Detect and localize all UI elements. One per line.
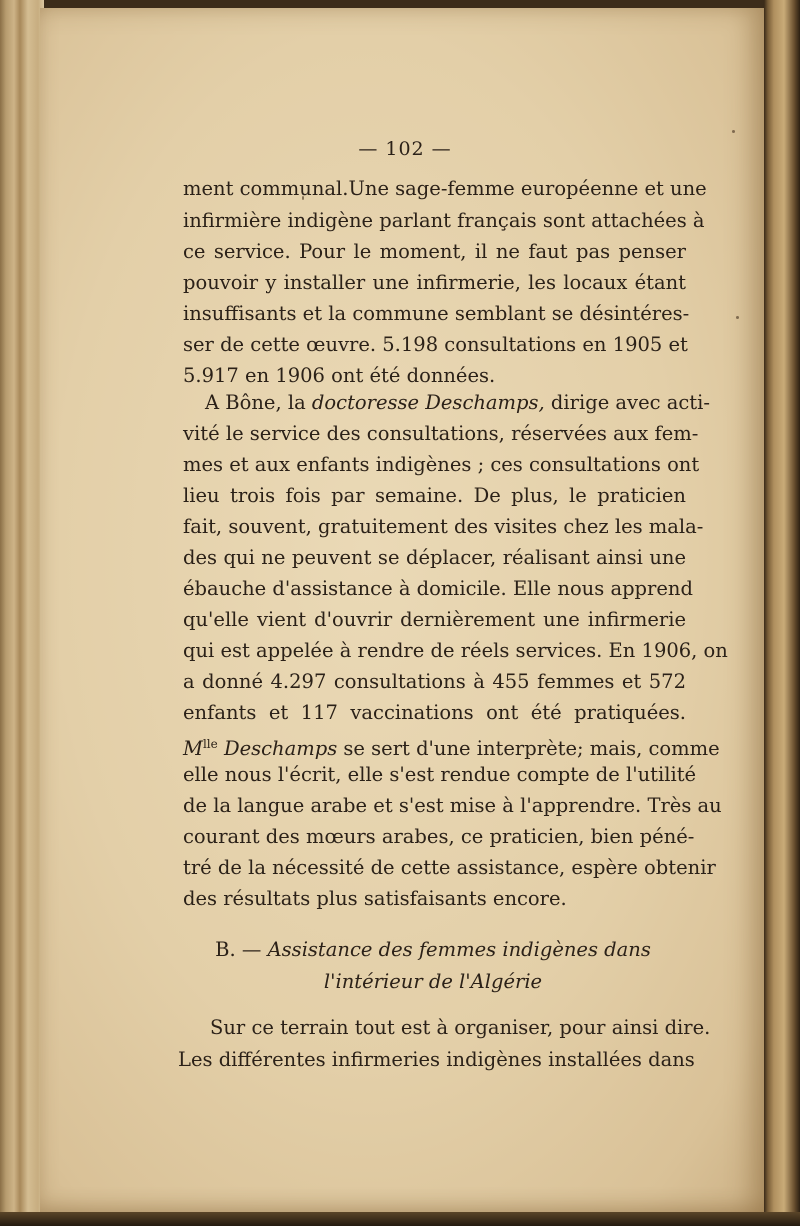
- text-line-mlle: [183, 728, 720, 760]
- text-line: fait, souvent, gratuitement des visites chez les mala-: [183, 515, 704, 538]
- section-heading: [180, 934, 686, 966]
- text-line: qui est appelée à rendre de réels services. En 1906, on: [183, 639, 728, 662]
- text-line: tré de la nécessité de cette assistance, espère obtenir: [183, 856, 716, 879]
- text-run: se sert d'une interprète; mais, comme: [337, 737, 720, 760]
- text-line: Sur ce terrain tout est à organiser, pour ainsi dire.: [210, 1016, 711, 1039]
- doctor-surname: Deschamps: [217, 737, 338, 760]
- text-line: enfants et 117 vaccinations ont été pratiquées.: [183, 701, 686, 724]
- text-line: mes et aux enfants indigènes ; ces consultations ont: [183, 453, 700, 476]
- text-line: insuffisants et la commune semblant se désintéres-: [183, 302, 690, 325]
- text-line: courant des mœurs arabes, ce praticien, bien péné-: [183, 825, 695, 848]
- text-line: ébauche d'assistance à domicile. Elle nous apprend: [183, 577, 693, 600]
- doctor-name: doctoresse Deschamps,: [311, 391, 545, 414]
- text-line: qu'elle vient d'ouvrir dernièrement une infirmerie: [183, 608, 686, 631]
- page-number: — 102 —: [358, 138, 452, 160]
- text-line: lieu trois fois par semaine. De plus, le praticien: [183, 484, 686, 507]
- section-title-line1: Assistance des femmes indigènes dans: [267, 938, 651, 961]
- text-line: ser de cette œuvre. 5.198 consultations en 1905 et: [183, 333, 688, 356]
- section-heading-line2: [180, 966, 686, 998]
- text-line: a donné 4.297 consultations à 455 femmes et 572: [183, 670, 686, 693]
- text-line-doctoresse: [205, 387, 710, 419]
- text-line: ce service. Pour le moment, il ne faut pas penser: [183, 240, 686, 263]
- text-line: Les différentes infirmeries indigènes installées dans: [178, 1048, 695, 1071]
- text-line: des qui ne peuvent se déplacer, réalisant ainsi une: [183, 546, 686, 569]
- text-run: dirige avec acti-: [544, 391, 710, 414]
- text-line: vité le service des consultations, réservées aux fem-: [183, 422, 699, 445]
- section-prefix: B. —: [215, 938, 268, 961]
- text-line: de la langue arabe et s'est mise à l'apprendre. Très au: [183, 794, 722, 817]
- text-line: pouvoir y installer une infirmerie, les locaux étant: [183, 271, 686, 294]
- mlle-superscript: lle: [202, 737, 218, 751]
- section-title-line2: l'intérieur de l'Algérie: [323, 970, 543, 993]
- text-line: infirmière indigène parlant français sont attachées à: [183, 209, 705, 232]
- text-line: elle nous l'écrit, elle s'est rendue compte de l'utilité: [183, 763, 697, 786]
- mlle-abbrev: M: [183, 737, 203, 760]
- text-run: A Bône, la: [205, 391, 312, 414]
- text-line: 5.917 en 1906 ont été données.: [183, 364, 496, 387]
- text-line: ment communal.Une sage-femme européenne et une: [183, 177, 707, 200]
- text-line: des résultats plus satisfaisants encore.: [183, 887, 567, 910]
